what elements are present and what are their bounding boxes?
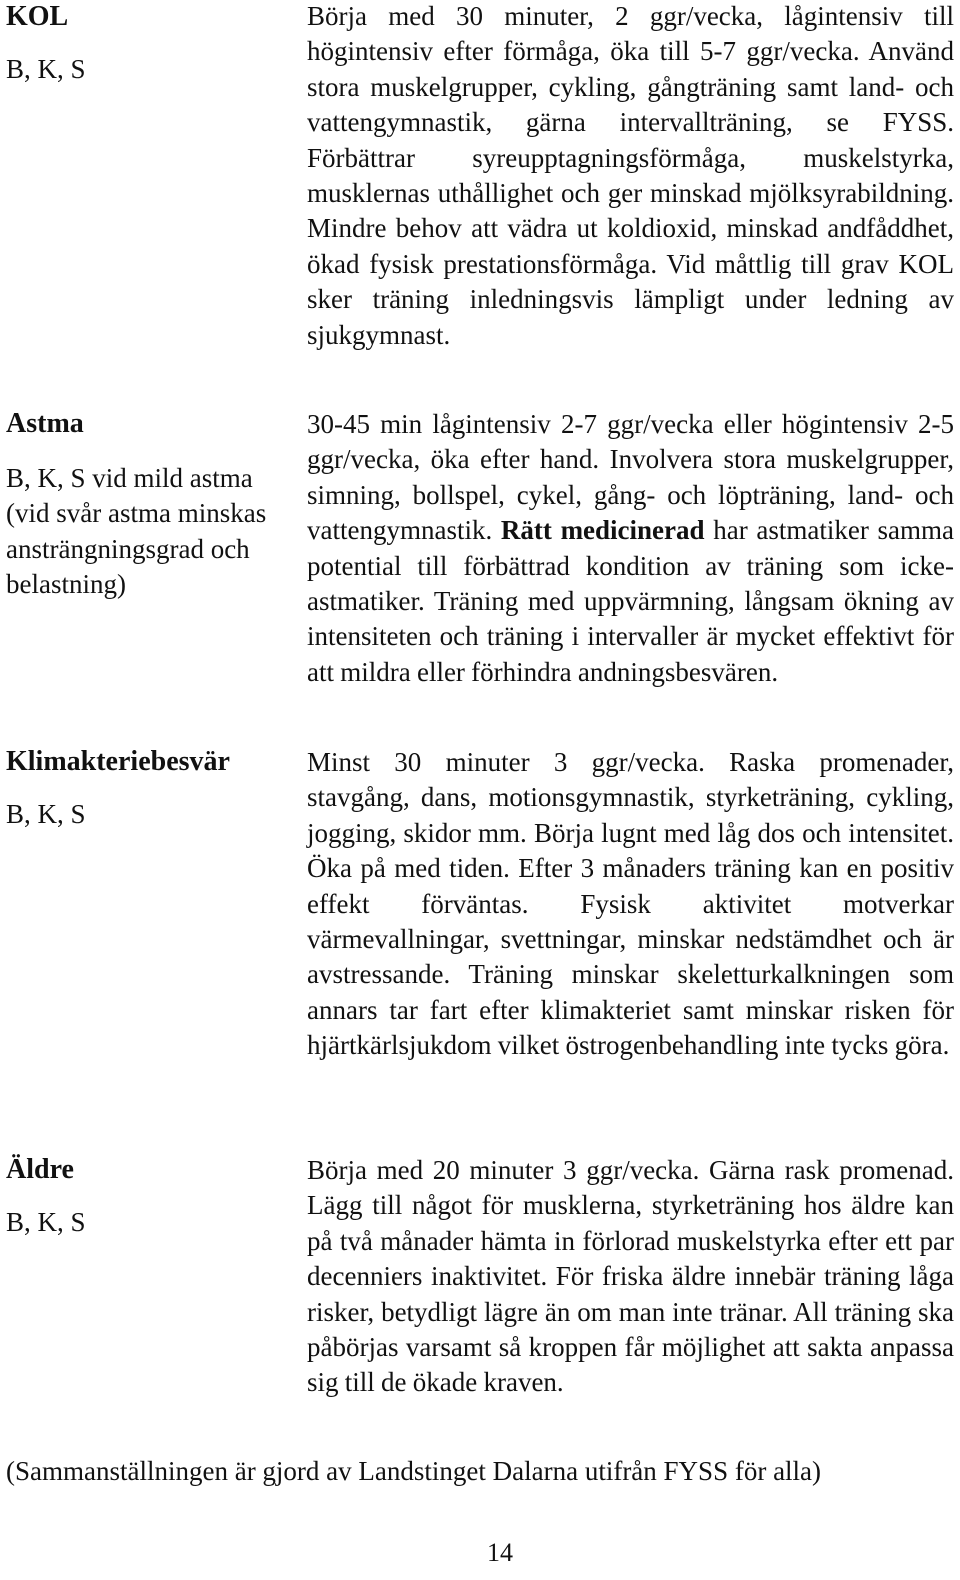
condition-recommendation: Minst 30 minuter 3 ggr/vecka. Raska promenader, stavgång, dans, motionsgymnastik, styrketräning, cykling, jogging, skidor mm. Börja lugnt med låg dos och intensitet. Öka på med tiden. Efter 3 månaders träning kan en positiv effekt förväntas. Fysisk aktivitet motverkar värmevallningar, svettningar, minskar nedstämdhet och är avstressande. Träning minskar skeletturkalkningen som annars tar fart efter klimakteriet samt minskar risken för hjärtkärlsjukdom vilket östrogenbehandling inte tycks göra. <box>307 747 954 1061</box>
condition-title: Astma <box>6 408 84 439</box>
page-number: 14 <box>487 1538 513 1567</box>
condition-title: Äldre <box>6 1154 74 1185</box>
condition-label <box>6 1153 296 1240</box>
condition-recommendation: Börja med 30 minuter, 2 ggr/vecka, lågintensiv till högintensiv efter förmåga, öka till 5-7 ggr/vecka. Använd stora muskelgrupper, cykling, gångträning samt land- och vattengymnastik, gärna intervallträning, se FYSS. Förbättrar syreupptagningsförmåga, muskelstyrka, musklernas uthållighet och ger minskad mjölksyrabildning. Mindre behov att vädra ut koldioxid, minskad andfåddhet, ökad fysisk prestationsförmåga. Vid måttlig till grav KOL sker träning inledningsvis lämpligt under ledning av sjukgymnast. <box>307 1 954 350</box>
condition-groups: B, K, S <box>6 799 86 829</box>
condition-groups: B, K, S <box>6 1207 86 1237</box>
recommendation-emphasis: Rätt medicinerad <box>500 515 705 546</box>
condition-title: Klimakteriebesvär <box>6 746 230 777</box>
document-page <box>6 0 954 1580</box>
condition-label <box>6 745 296 832</box>
condition-groups: B, K, S <box>6 54 86 84</box>
condition-recommendation: Börja med 20 minuter 3 ggr/vecka. Gärna rask promenad. Lägg till något för musklerna, styrketräning hos äldre kan på två månader hämta in förlorad muskelstyrka efter ett par decenniers inaktivitet. För friska äldre innebär träning låga risker, betydligt lägre än om man inte tränar. All träning ska påbörjas varsamt så kroppen får möjlighet att sakta anpassa sig till de ökade kraven. <box>307 1155 954 1398</box>
condition-label <box>6 0 296 87</box>
source-note: (Sammanställningen är gjord av Landstinget Dalarna utifrån FYSS för alla) <box>6 1456 822 1486</box>
condition-recommendation <box>307 407 954 690</box>
recommendation-text: har astmatiker samma potential till förbättrad kondition av träning som icke-astmatiker. Träning med uppvärmning, långsam ökning av intensiteten och träning i intervaller är mycket effektivt för att mildra eller förhindra andningsbesvären. <box>307 515 954 687</box>
condition-groups: B, K, S vid mild astma (vid svår astma minskas ansträngningsgrad och belastning) <box>6 463 267 600</box>
recommendation-text: 30-45 min lågintensiv 2-7 ggr/vecka eller högintensiv 2-5 ggr/vecka, öka efter hand. Involvera stora muskelgrupper, simning, bollspel, cykel, gång- och löpträning, land- och vattengymnastik. <box>307 409 954 546</box>
condition-title: KOL <box>6 1 69 32</box>
condition-label <box>6 407 296 603</box>
